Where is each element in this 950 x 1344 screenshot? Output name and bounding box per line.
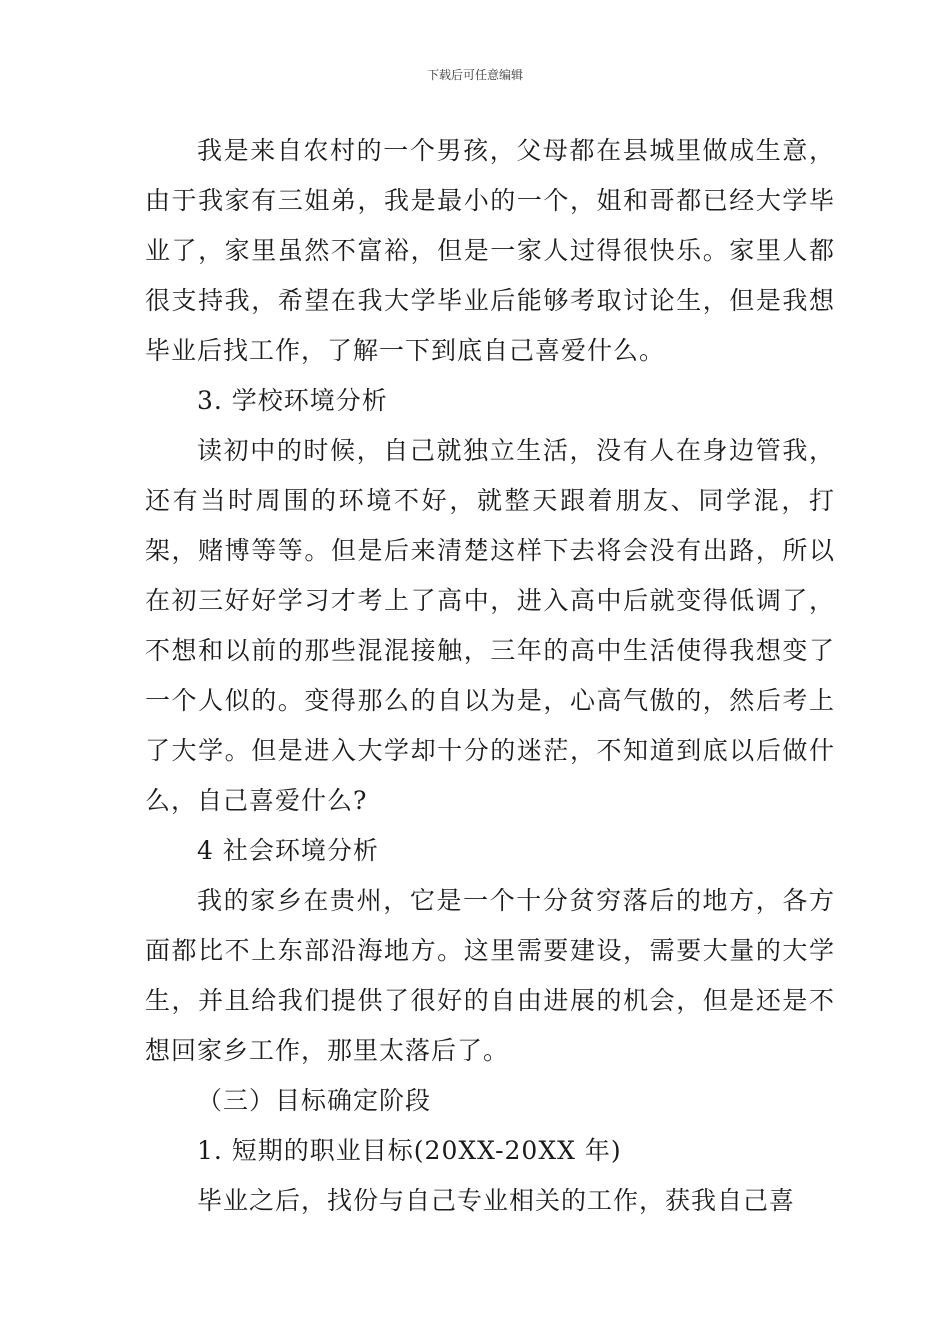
heading-school-environment: 3. 学校环境分析 bbox=[197, 386, 388, 415]
paragraph-short-term: 毕业之后，找份与自己专业相关的工作，获我自己喜 bbox=[197, 1186, 796, 1215]
heading-social-environment: 4 社会环境分析 bbox=[197, 836, 379, 865]
heading-goal-stage: （三）目标确定阶段 bbox=[197, 1086, 432, 1115]
header-note: 下载后可任意编辑 bbox=[426, 68, 523, 82]
paragraph-family: 我是来自农村的一个男孩，父母都在县城里做成生意，由于我家有三姐弟，我是最小的一个，姐和哥都已经大学毕业了，家里虽然不富裕，但是一家人过得很快乐。家里人都很支持我，希望在我大学毕业后能够考取讨论生，但是我想毕业后找工作，了解一下到底自己喜爱什么。 bbox=[145, 136, 835, 365]
document-body bbox=[145, 126, 835, 1226]
paragraph-society: 我的家乡在贵州，它是一个十分贫穷落后的地方，各方面都比不上东部沿海地方。这里需要建设，需要大量的大学生，并且给我们提供了很好的自由进展的机会，但是还是不想回家乡工作，那里太落后了。 bbox=[145, 886, 835, 1065]
heading-short-term-goal: 1. 短期的职业目标(20XX-20XX 年) bbox=[197, 1136, 622, 1165]
paragraph-school: 读初中的时候，自己就独立生活，没有人在身边管我，还有当时周围的环境不好，就整天跟着朋友、同学混，打架，赌博等等。但是后来清楚这样下去将会没有出路，所以在初三好好学习才考上了高中，进入高中后就变得低调了，不想和以前的那些混混接触，三年的高中生活使得我想变了一个人似的。变得那么的自以为是，心高气傲的，然后考上了大学。但是进入大学却十分的迷茫，不知道到底以后做什么，自己喜爱什么? bbox=[145, 436, 835, 815]
